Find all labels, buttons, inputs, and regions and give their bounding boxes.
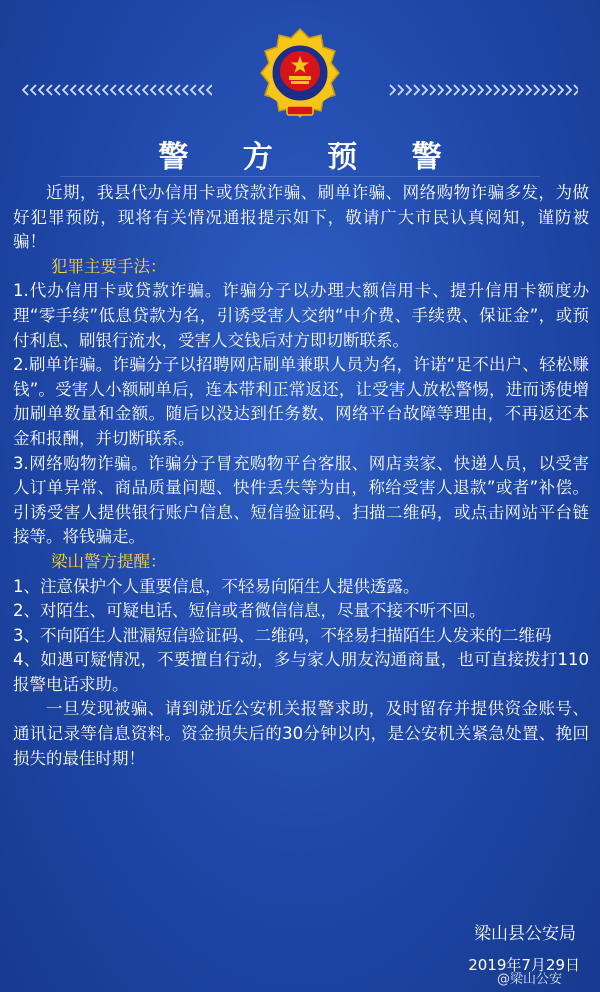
method-item: 3.网络购物诈骗。诈骗分子冒充购物平台客服、网店卖家、快递人员，以受害人订单异常、商品质量问题、快件丢失等为由，称给受害人退款”或者”补偿。引诱受害人提供银行账户信息、短信验证码、扫描二维码，或点击网站平台链接等。将钱骗走。 <box>13 453 589 547</box>
tip-item: 2、对陌生、可疑电话、短信或者微信信息，尽量不接不听不回。 <box>13 601 486 621</box>
issue-date: 2019年7月29日 <box>468 956 580 974</box>
weibo-watermark: @梁山公安 <box>497 972 563 987</box>
crime-methods-heading: 犯罪主要手法： <box>51 256 167 276</box>
title-divider <box>60 176 540 177</box>
police-emblem-icon <box>253 26 347 122</box>
method-item: 1.代办信用卡或贷款诈骗。诈骗分子以办理大额信用卡、提升信用卡额度办理“零手续”低息贷款为名，引诱受害人交纳“中介费、手续费、保证金”，或预付利息、刷银行流水，受害人交钱后对方即切断联系。 <box>13 281 589 350</box>
closing-paragraph: 一旦发现被骗、请到就近公安机关报警求助，及时留存并提供资金账号、通讯记录等信息资料。资金损失后的30分钟以内，是公安机关紧急处置、挽回损失的最佳时期！ <box>13 699 589 768</box>
chevron-decoration-left <box>22 84 212 96</box>
signature: 梁山县公安局 <box>474 924 576 944</box>
notice-body <box>13 181 589 771</box>
intro-paragraph: 近期，我县代办信用卡或贷款诈骗、刷单诈骗、网络购物诈骗多发，为做好犯罪预防，现将有关情况通报提示如下，敬请广大市民认真阅知，谨防被骗！ <box>13 183 589 252</box>
tip-item: 3、不向陌生人泄漏短信验证码、二维码，不轻易扫描陌生人发来的二维码 <box>13 625 552 645</box>
page-title: 警 方 预 警 <box>158 140 464 175</box>
chevron-decoration-right <box>388 84 578 96</box>
tip-item: 1、注意保护个人重要信息，不轻易向陌生人提供透露。 <box>13 576 420 596</box>
police-reminder-heading: 梁山警方提醒： <box>51 551 167 571</box>
method-item: 2.刷单诈骗。诈骗分子以招聘网店刷单兼职人员为名，许诺“足不出户、轻松赚钱”。受害人小额刷单后，连本带利正常返还，让受害人放松警惕，进而诱使增加刷单数量和金额。随后以没达到任务数、网络平台故障等理由，不再返还本金和报酬，并切断联系。 <box>13 355 589 448</box>
tip-item: 4、如遇可疑情况，不要擅自行动，多与家人朋友沟通商量，也可直接拨打110报警电话求助。 <box>13 650 589 694</box>
